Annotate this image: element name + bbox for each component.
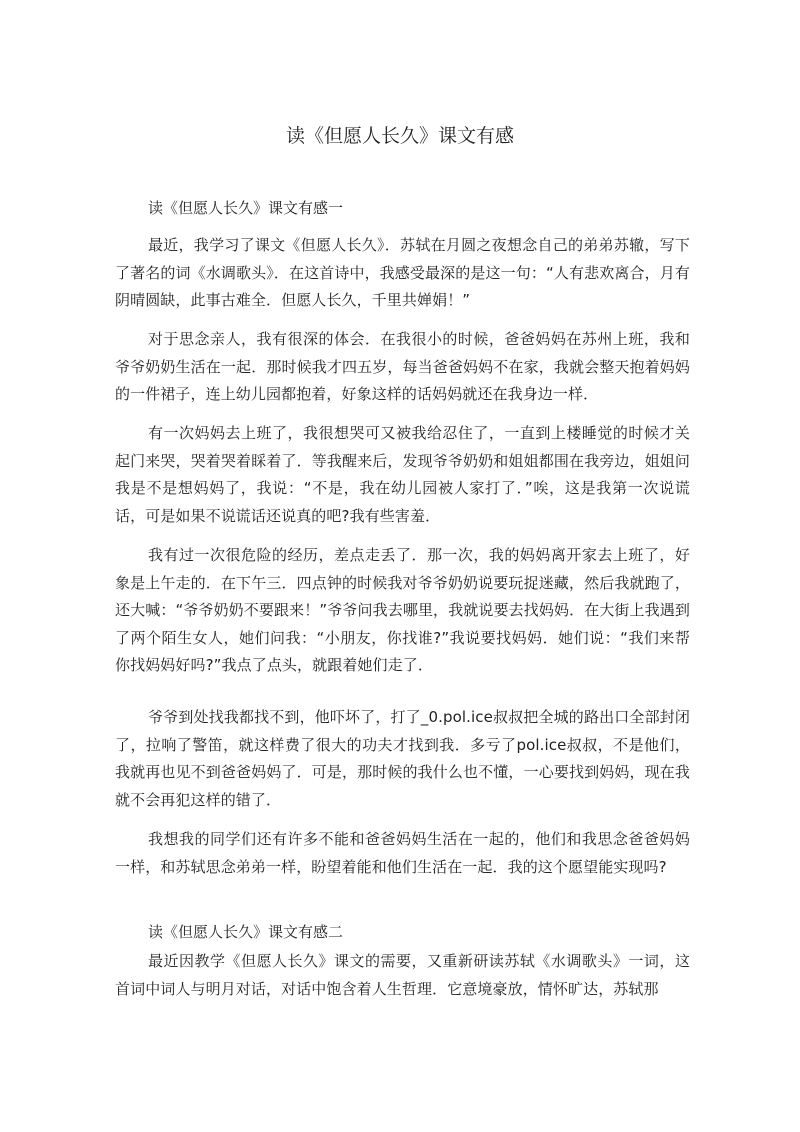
paragraph-7: 最近因教学《但愿人长久》课文的需要，又重新研读苏轼《水调歌头》一词，这首词中词人与明月对话，对话中饱含着人生哲理．它意境豪放，情怀旷达，苏轼那 — [115, 952, 690, 998]
paragraph-2: 对于思念亲人，我有很深的体会．在我很小的时候，爸爸妈妈在苏州上班，我和爷爷奶奶生活在一起．那时候我才四五岁，每当爸爸妈妈不在家，我就会整天抱着妈妈的一件裙子，连上幼儿园都抱着，好象这样的话妈妈就还在我身边一样． — [115, 330, 690, 403]
paragraph-1: 最近，我学习了课文《但愿人长久》．苏轼在月圆之夜想念自己的弟弟苏辙，写下了著名的词《水调歌头》．在这首诗中，我感受最深的是这一句：“人有悲欢离合，月有阴晴圆缺，此事古难全．但愿人长久，千里共婵娟！” — [115, 236, 690, 309]
paragraph-6: 我想我的同学们还有许多不能和爸爸妈妈生活在一起的，他们和我思念爸爸妈妈一样，和苏轼思念弟弟一样，盼望着能和他们生活在一起．我的这个愿望能实现吗? — [115, 830, 690, 876]
paragraph-4: 我有过一次很危险的经历，差点走丢了．那一次，我的妈妈离开家去上班了，好象是上午走的．在下午三．四点钟的时候我对爷爷奶奶说要玩捉迷藏，然后我就跑了，还大喊：“爷爷奶奶不要跟来！”爷爷问我去哪里，我就说要去找妈妈．在大街上我遇到了两个陌生女人，她们问我：“小朋友，你找谁?”我说要找妈妈．她们说：“我们来帮你找妈妈好吗?”我点了点头，就跟着她们走了． — [115, 546, 690, 674]
paragraph-5: 爷爷到处找我都找不到，他吓坏了，打了_0.pol.ice叔叔把全城的路出口全部封闭了，拉响了警笛，就这样费了很大的功夫才找到我．多亏了pol.ice叔叔，不是他们，我就再也见不到爸爸妈妈了．可是，那时候的我什么也不懂，一心要找到妈妈，现在我就不会再犯这样的错了． — [115, 708, 690, 809]
section-heading-2: 读《但愿人长久》课文有感二 — [148, 923, 344, 941]
paragraph-3: 有一次妈妈去上班了，我很想哭可又被我给忍住了，一直到上楼睡觉的时候才关起门来哭，哭着哭着睬着了．等我醒来后，发现爷爷奶奶和姐姐都围在我旁边，姐姐问我是不是想妈妈了，我说：“不是，我在幼儿园被人家打了．”唉，这是我第一次说谎话，可是如果不说谎话还说真的吧?我有些害羞． — [115, 424, 690, 525]
section-heading-1: 读《但愿人长久》课文有感一 — [148, 199, 344, 217]
document-title: 读《但愿人长久》课文有感 — [285, 125, 514, 147]
